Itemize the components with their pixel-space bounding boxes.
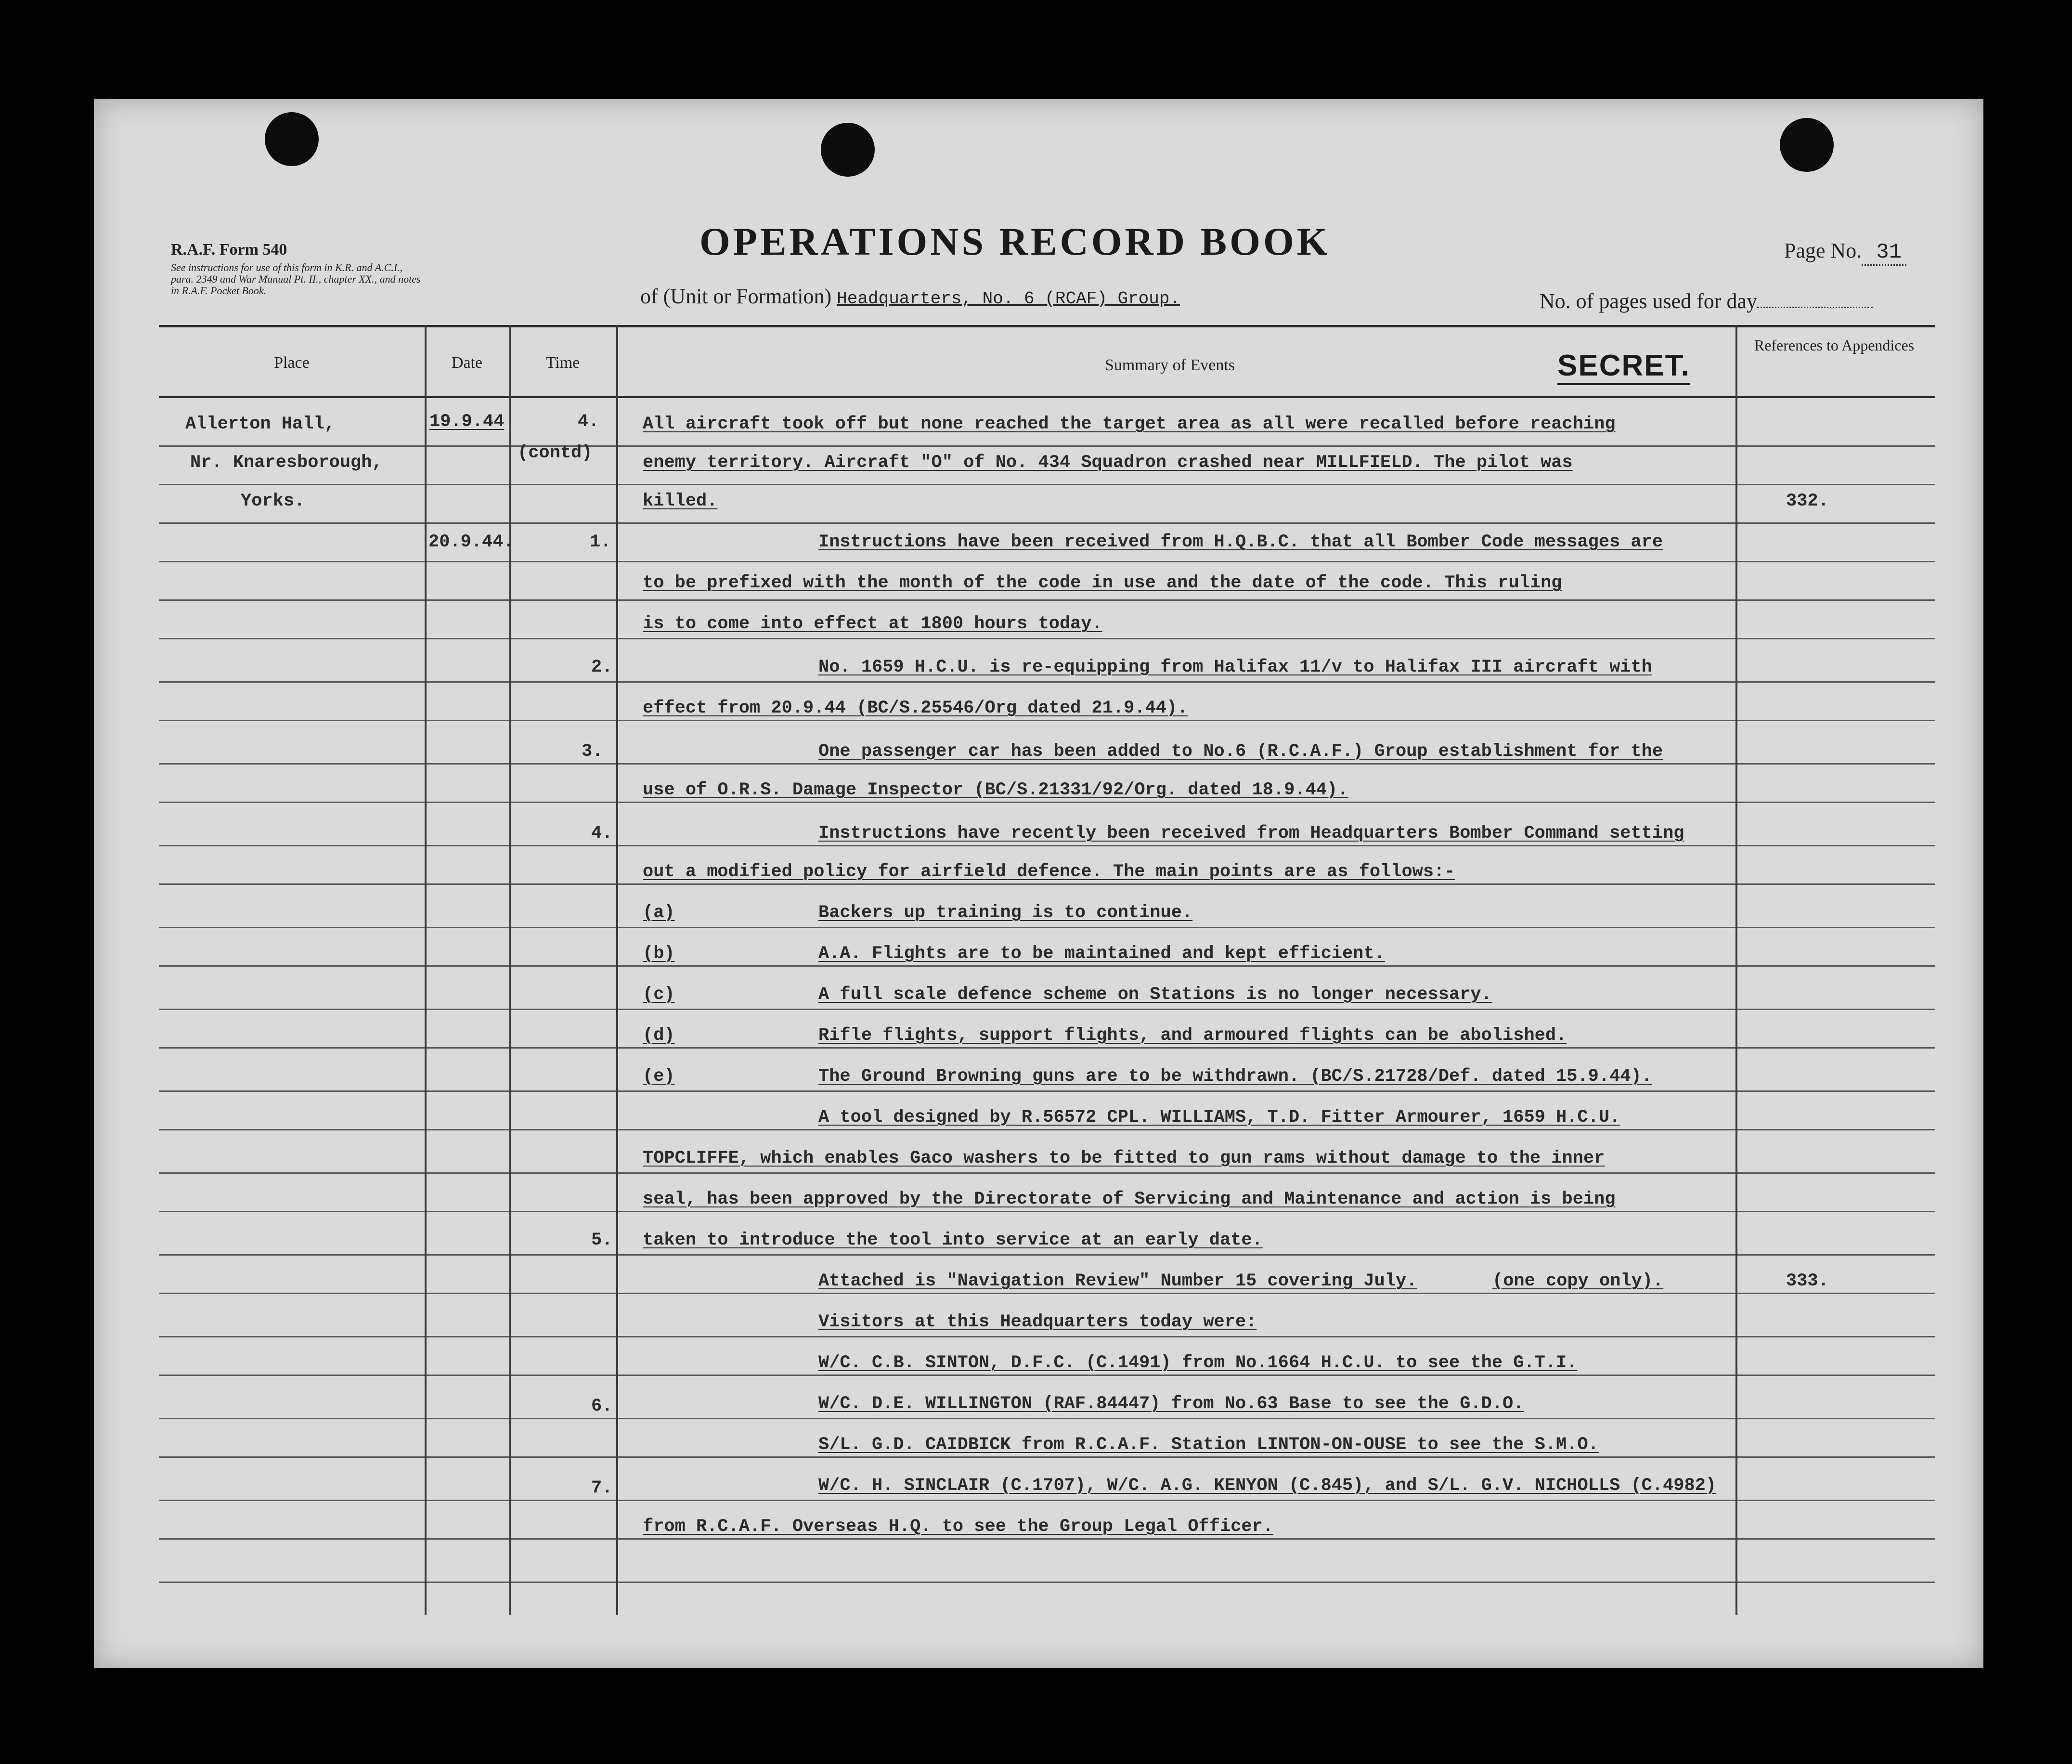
- date-entry: 19.9.44: [429, 412, 505, 432]
- page-number-value: 31: [1862, 240, 1906, 266]
- summary-line: is to come into effect at 1800 hours today.: [643, 614, 1102, 634]
- form-instructions: See instructions for use of this form in K.R. and A.C.I., para. 2349 and War Manual Pt. II., chapter XX., and notes in R.A.F. Pocket Book.: [171, 261, 421, 297]
- col-divider-date-time: [509, 325, 511, 1615]
- document-title: OPERATIONS RECORD BOOK: [699, 220, 1331, 263]
- col-divider-summary-refs: [1735, 325, 1737, 1615]
- record-table: [159, 325, 1935, 1615]
- unit-field: [640, 284, 1180, 309]
- summary-line: W/C. H. SINCLAIR (C.1707), W/C. A.G. KENYON (C.845), and S/L. G.V. NICHOLLS (C.4982): [818, 1476, 1717, 1496]
- summary-line: use of O.R.S. Damage Inspector (BC/S.21331/92/Org. dated 18.9.44).: [643, 780, 1348, 800]
- time-entry: 5.: [591, 1230, 613, 1250]
- summary-line: No. 1659 H.C.U. is re-equipping from Halifax 11/v to Halifax III aircraft with: [818, 657, 1652, 677]
- list-marker: (e): [643, 1066, 675, 1087]
- time-entry: 1.: [590, 532, 611, 552]
- place-line: Yorks.: [241, 491, 305, 511]
- form-reference: [171, 241, 421, 297]
- summary-line: All aircraft took off but none reached the target area as all were recalled before reaching: [643, 414, 1616, 434]
- punch-hole-right: [1780, 118, 1834, 172]
- summary-line: out a modified policy for airfield defence. The main points are as follows:-: [643, 862, 1455, 882]
- col-divider-time-summary: [616, 325, 618, 1615]
- appendix-reference: 332.: [1786, 491, 1829, 511]
- summary-line: Rifle flights, support flights, and armoured flights can be abolished.: [818, 1025, 1567, 1046]
- summary-line: Visitors at this Headquarters today were:: [818, 1312, 1257, 1332]
- page-number: [1784, 238, 1906, 264]
- pages-used-label: No. of pages used for day: [1539, 289, 1757, 313]
- time-entry: 7.: [591, 1478, 613, 1498]
- header-place: Place: [274, 354, 310, 372]
- summary-line: A tool designed by R.56572 CPL. WILLIAMS, T.D. Fitter Armourer, 1659 H.C.U.: [818, 1107, 1620, 1128]
- list-marker: (a): [643, 903, 675, 923]
- punch-hole-middle: [821, 123, 875, 177]
- summary-line: A full scale defence scheme on Stations is no longer necessary.: [818, 985, 1492, 1005]
- summary-line: TOPCLIFFE, which enables Gaco washers to be fitted to gun rams without damage to the inner: [643, 1148, 1605, 1168]
- summary-line: W/C. D.E. WILLINGTON (RAF.84447) from No.63 Base to see the G.D.O.: [818, 1394, 1524, 1414]
- time-entry: (contd): [518, 443, 593, 463]
- header-summary: Summary of Events: [1104, 356, 1235, 374]
- unit-label: of (Unit or Formation): [640, 285, 832, 308]
- summary-line: Attached is "Navigation Review" Number 15 covering July.: [818, 1271, 1417, 1291]
- time-entry: 3.: [582, 741, 603, 762]
- appendix-reference: 333.: [1786, 1271, 1829, 1291]
- date-entry: 20.9.44.: [428, 532, 514, 552]
- list-marker: (b): [643, 944, 675, 964]
- summary-line: Instructions have recently been received from Headquarters Bomber Command setting: [818, 823, 1684, 843]
- time-entry: 4.: [578, 412, 599, 432]
- summary-line: A.A. Flights are to be maintained and kept efficient.: [818, 944, 1385, 964]
- form-number: R.A.F. Form 540: [171, 241, 287, 259]
- summary-line: effect from 20.9.44 (BC/S.25546/Org dated 21.9.44).: [643, 698, 1188, 718]
- summary-line: killed.: [643, 491, 718, 511]
- header-date: Date: [451, 354, 483, 372]
- place-line: Allerton Hall,: [185, 414, 335, 434]
- unit-value: Headquarters, No. 6 (RCAF) Group.: [837, 289, 1180, 309]
- time-entry: 4.: [591, 823, 613, 843]
- time-entry: 6.: [591, 1396, 613, 1416]
- list-marker: (c): [643, 985, 675, 1005]
- summary-line: to be prefixed with the month of the code in use and the date of the code. This ruling: [643, 573, 1562, 593]
- header-time: Time: [545, 354, 580, 372]
- summary-line: from R.C.A.F. Overseas H.Q. to see the Group Legal Officer.: [643, 1517, 1274, 1537]
- summary-line: One passenger car has been added to No.6 (R.C.A.F.) Group establishment for the: [818, 741, 1663, 762]
- summary-line: W/C. C.B. SINTON, D.F.C. (C.1491) from No.1664 H.C.U. to see the G.T.I.: [818, 1353, 1578, 1373]
- col-divider-place-date: [425, 325, 427, 1615]
- pages-used-field: [1540, 289, 1873, 313]
- page-number-label: Page No.: [1784, 239, 1862, 262]
- document-page: [94, 99, 1983, 1668]
- pages-used-blank: [1757, 307, 1873, 308]
- summary-line: Instructions have been received from H.Q.B.C. that all Bomber Code messages are: [818, 532, 1663, 552]
- summary-line: enemy territory. Aircraft "O" of No. 434 Squadron crashed near MILLFIELD. The pilot was: [643, 453, 1573, 473]
- header-references: References to Appendices: [1754, 337, 1915, 354]
- summary-line: (one copy only).: [1492, 1271, 1664, 1291]
- summary-line: S/L. G.D. CAIDBICK from R.C.A.F. Station LINTON-ON-OUSE to see the S.M.O.: [818, 1435, 1599, 1455]
- time-entry: 2.: [591, 657, 613, 677]
- summary-line: Backers up training is to continue.: [818, 903, 1193, 923]
- punch-hole-left: [265, 112, 319, 166]
- summary-line: taken to introduce the tool into service at an early date.: [643, 1230, 1263, 1250]
- summary-line: The Ground Browning guns are to be withdrawn. (BC/S.21728/Def. dated 15.9.44).: [818, 1066, 1652, 1087]
- summary-line: seal, has been approved by the Directorate of Servicing and Maintenance and action is being: [643, 1189, 1616, 1209]
- list-marker: (d): [643, 1025, 675, 1046]
- secret-stamp: SECRET.: [1557, 349, 1690, 385]
- place-line: Nr. Knaresborough,: [190, 453, 383, 473]
